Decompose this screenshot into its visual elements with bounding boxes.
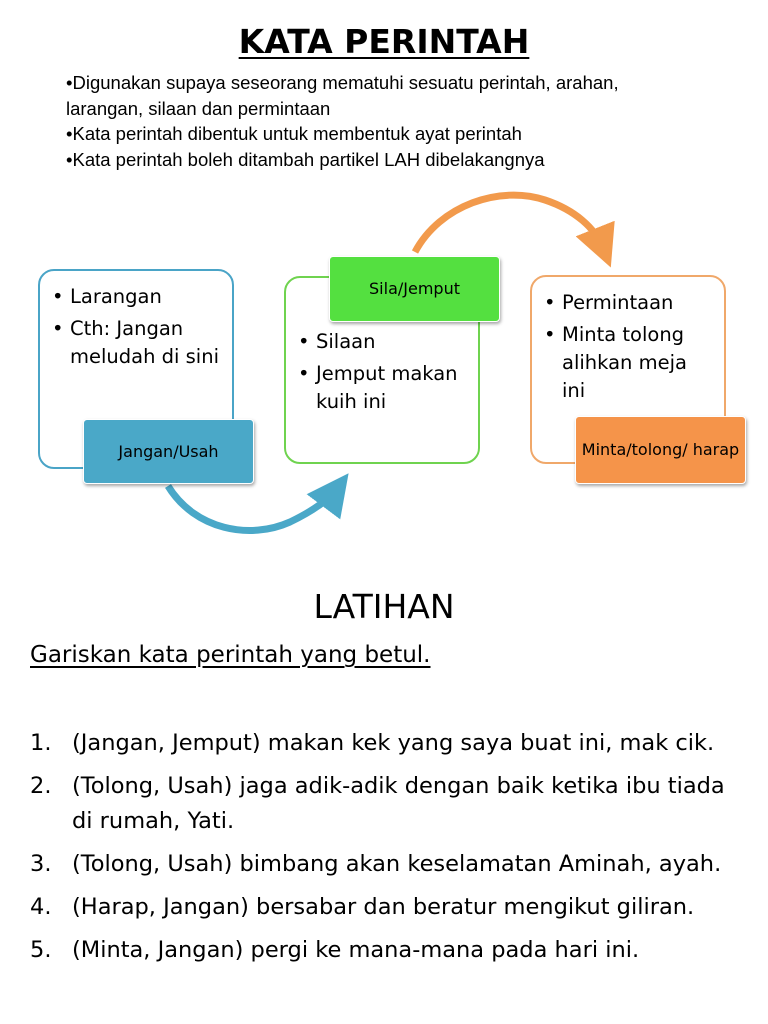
orange-arrow (415, 195, 603, 252)
question-number: 2. (30, 773, 52, 799)
question-text: (Tolong, Usah) bimbang akan keselamatan Aminah, ayah. (72, 851, 722, 877)
list-item: • Silaan (296, 328, 470, 356)
intro-line: larangan, silaan dan permintaan (66, 97, 331, 119)
question-text: (Harap, Jangan) bersabar dan beratur mengikut giliran. (72, 894, 695, 920)
question-item (30, 726, 745, 761)
tag-minta-tolong-harap: Minta/tolong/ harap (575, 416, 746, 484)
list-item: • Larangan (50, 283, 222, 311)
intro-line: •Kata perintah boleh ditambah partikel LAH dibelakangnya (66, 148, 545, 170)
question-number: 3. (30, 851, 52, 877)
question-number: 1. (30, 730, 52, 756)
blue-arrow (168, 486, 336, 530)
question-text: (Minta, Jangan) pergi ke mana-mana pada hari ini. (72, 937, 640, 963)
tag-sila-jemput: Sila/Jemput (329, 256, 500, 322)
question-item (30, 933, 745, 968)
question-number: 4. (30, 894, 52, 920)
intro-line: •Digunakan supaya seseorang mematuhi sesuatu perintah, arahan, (66, 72, 619, 93)
question-text: (Tolong, Usah) jaga adik-adik dengan baik ketika ibu tiada di rumah, Yati. (72, 773, 725, 834)
tag-jangan-usah: Jangan/Usah (83, 419, 254, 484)
question-number: 5. (30, 937, 52, 963)
list-item: • Permintaan (542, 289, 716, 317)
question-item (30, 890, 745, 925)
question-text: (Jangan, Jemput) makan kek yang saya buat ini, mak cik. (72, 730, 715, 756)
exercise-heading: LATIHAN (313, 587, 455, 626)
intro-line: •Kata perintah dibentuk untuk membentuk ayat perintah (66, 123, 522, 144)
question-list (30, 726, 745, 976)
list-item: • Jemput makan kuih ini (296, 360, 470, 416)
list-item: • Cth: Jangan meludah di sini (50, 315, 222, 371)
question-item (30, 847, 745, 882)
exercise-instruction: Gariskan kata perintah yang betul. (30, 642, 431, 668)
page-title: KATA PERINTAH (238, 22, 530, 61)
question-item (30, 769, 745, 839)
list-item: • Minta tolong alihkan meja ini (542, 321, 716, 405)
